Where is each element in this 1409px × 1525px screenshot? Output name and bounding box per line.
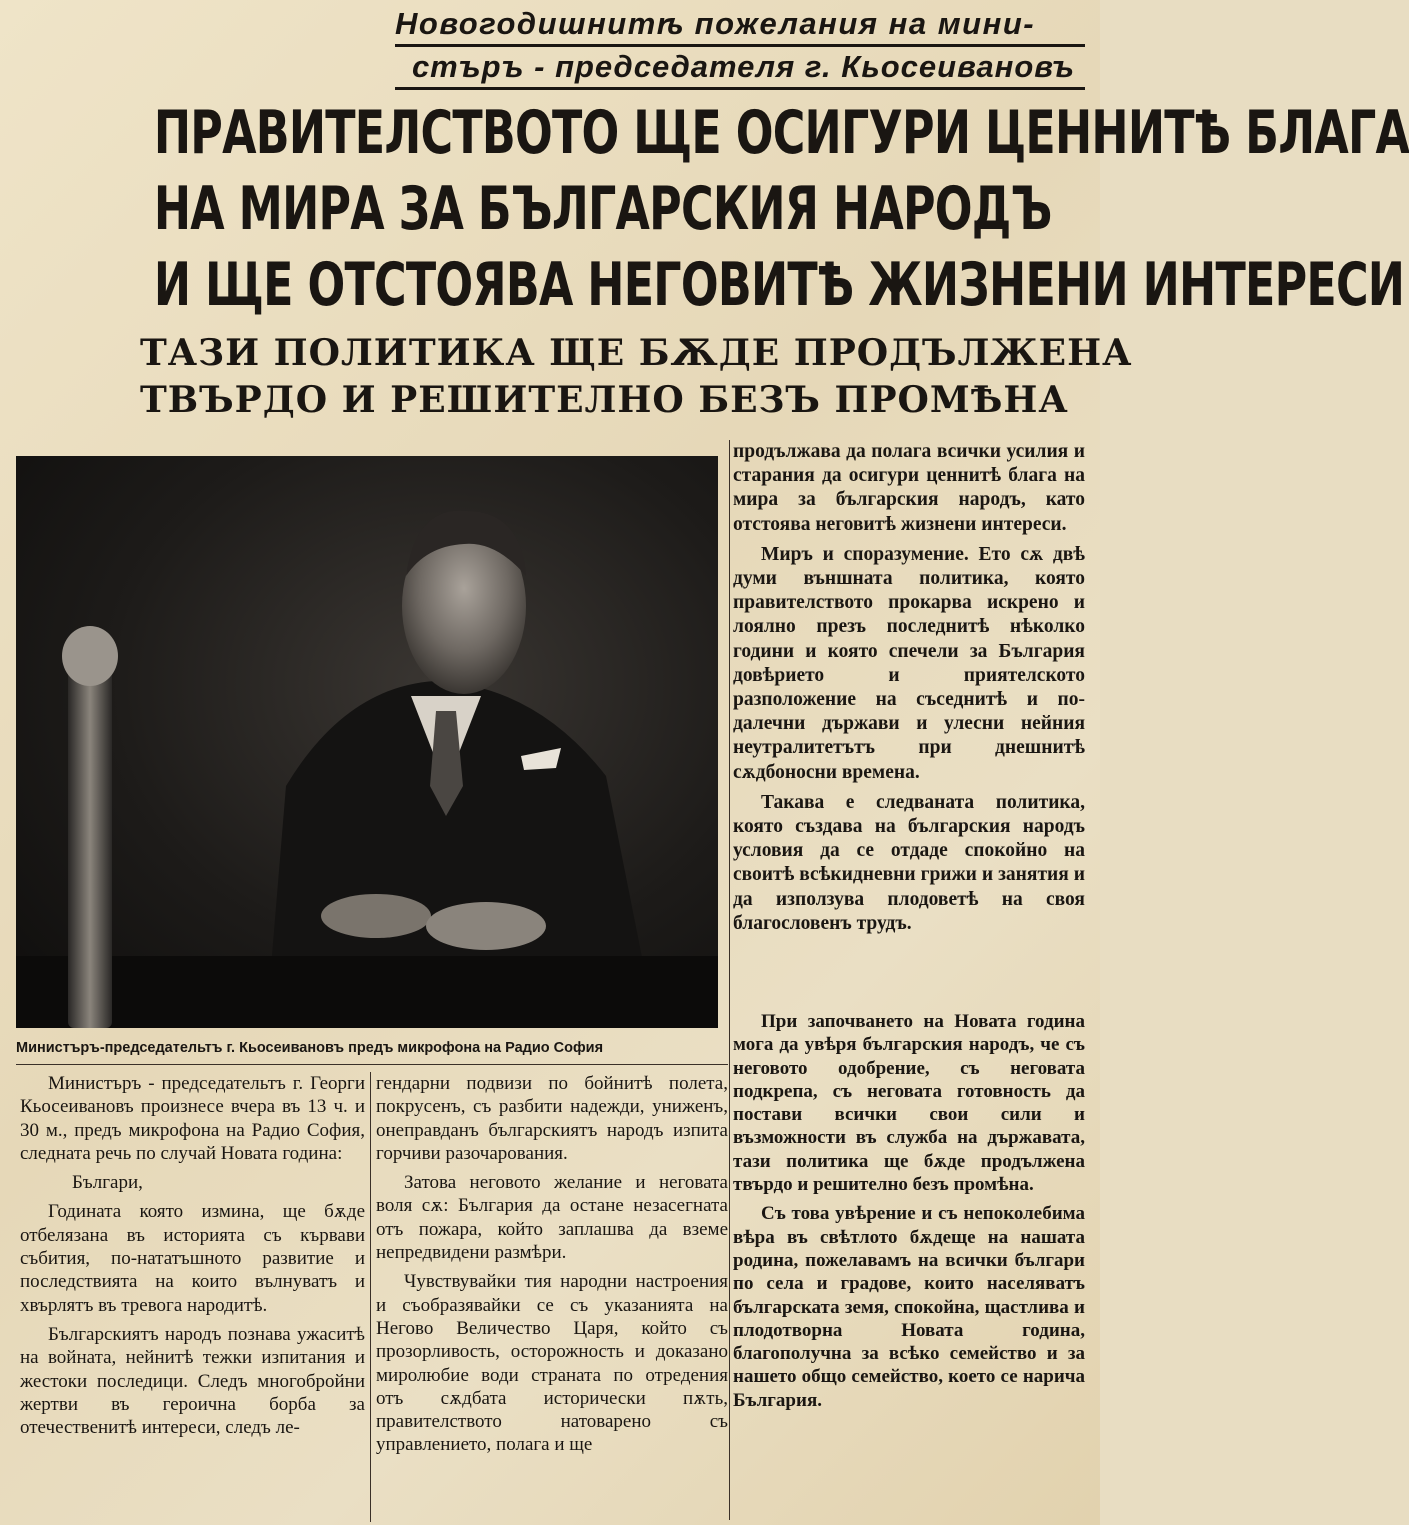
column-divider (370, 1072, 371, 1522)
kicker-headline (395, 4, 1085, 90)
article-column-1 (20, 1072, 365, 1445)
paragraph: Съ това увѣрение и съ непоколебима вѣра въ свѣтлото бѫдеще на нашата родина, пожелавамъ на всички българи по села и градове, които населяватъ българската земя, спокойна, щастлива и плодотворна Новата година, благополучна за всѣко семейство и за нашето общо семейство, което се нарича България. (733, 1203, 1085, 1411)
subhead-line-2: ТВЪРДО И РЕШИТЕЛНО БЕЗЪ ПРОМѢНА (140, 379, 1069, 421)
paragraph: При започването на Новата година мога да увѣря българския народъ, че съ неговото одобрение, съ неговата подкрепа, съ неговата готовность да постави всички свои сили и възможности въ служба на държавата, тази политика ще бѫде продължена твърдо и решително безъ промѣна. (733, 1011, 1085, 1196)
section-divider (16, 1064, 728, 1065)
kicker-line-1: Новогодишнитѣ пожелания на мини- (395, 4, 1085, 47)
paragraph: гендарни подвизи по бойнитѣ полета, покрусенъ, съ разбити надежди, униженъ, онеправданъ българскиятъ народъ изпита горчиви разочарования. (376, 1073, 728, 1164)
article-column-2 (376, 1072, 728, 1463)
headline-line-1: ПРАВИТЕЛСТВОТО ЩЕ ОСИГУРИ ЦЕННИТѢ БЛАГА (153, 98, 1409, 168)
paragraph: Чувствувайки тия народни настроения и съобразявайки се съ указанията на Негово Величество Царя, който съ прозорливость, осторожность и доказано миролюбие води страната по отредения отъ сѫдбата исторически пѫть, правителството натоварено съ управлението, полага и ще (376, 1271, 728, 1456)
subhead-line-1: ТАЗИ ПОЛИТИКА ЩЕ БѪДЕ ПРОДЪЛЖЕНА (140, 332, 1133, 374)
photo-prime-minister (16, 456, 718, 1028)
subheadline (140, 330, 1133, 424)
column-divider (729, 440, 730, 1520)
photo-caption: Министъръ-председательтъ г. Кьосеивановъ предъ микрофона на Радио София (16, 1040, 604, 1056)
portrait-illustration (16, 456, 718, 1028)
headline-line-2: НА МИРА ЗА БЪЛГАРСКИЯ НАРОДЪ (153, 174, 1052, 244)
article-column-right-top (733, 440, 1085, 942)
paragraph: продължава да полага всички усилия и старания да осигури ценнитѣ блага на мира за българския народъ, като отстоява неговитѣ жизнени интереси. (733, 441, 1085, 535)
paragraph: Министъръ - председательтъ г. Георги Кьосеивановъ произнесе вчера въ 13 ч. и 30 м., предъ микрофона на Радио София, следната речь по случай Новата година: (20, 1073, 365, 1164)
paragraph: Годината която измина, ще бѫде отбелязана въ историята съ кървави събития, по-нататъшното развитие и последствията на които вълнуватъ и хвърлятъ въ тревога народитѣ. (20, 1201, 365, 1316)
paragraph: Българскиятъ народъ познава ужаситѣ на войната, нейнитѣ тежки изпитания и жестоки последици. Следъ многобройни жертви въ героична борба за отечественитѣ интереси, следъ ле- (20, 1323, 365, 1439)
article-column-right-bottom (733, 1010, 1085, 1418)
salutation: Българи, (72, 1172, 143, 1194)
paragraph: Миръ и споразумение. Ето сѫ двѣ думи външната политика, която правителството прокарва искрено и лоялно презъ последнитѣ нѣколко години и която спечели за България довѣрието и приятелското разположение на съседнитѣ и по-далечни държави и улесни нейния неутралитетътъ при днешнитѣ сѫдбоносни времена. (733, 543, 1085, 783)
main-headline (14, 95, 1409, 323)
headline-line-3: И ЩЕ ОТСТОЯВА НЕГОВИТѢ ЖИЗНЕНИ ИНТЕРЕСИ (153, 250, 1405, 320)
paragraph: Такава е следваната политика, която създава на българския народъ условия да се отдаде спокойно на своитѣ всѣкидневни грижи и занятия и да използува плодоветѣ на своя благословенъ трудъ. (733, 791, 1085, 934)
paragraph: Затова неговото желание и неговата воля сѫ: България да остане незасегната отъ пожара, който заплашва да вземе непредвидени размѣри. (376, 1172, 728, 1264)
kicker-line-2: стъръ - председателя г. Кьосеивановъ (395, 47, 1085, 90)
